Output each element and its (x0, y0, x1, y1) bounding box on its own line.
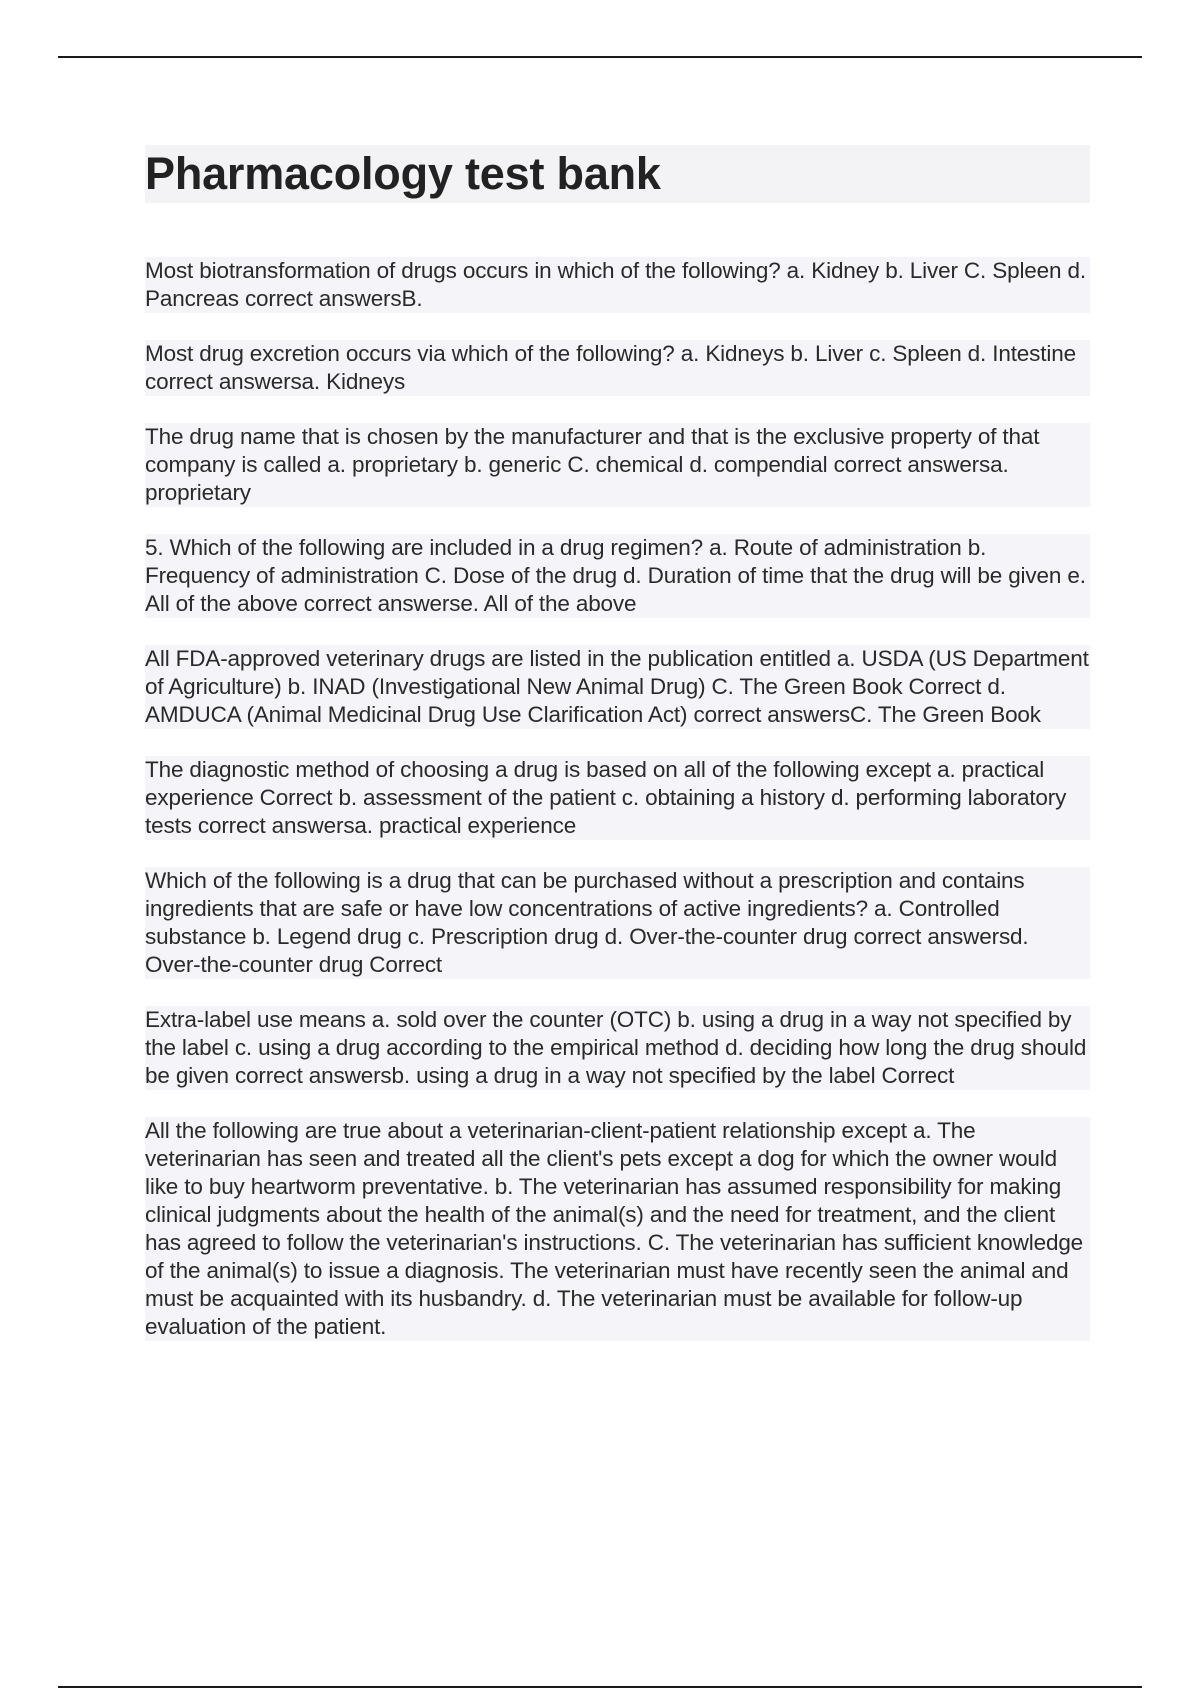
question-item-4: 5. Which of the following are included in a drug regimen? a. Route of administration b. Frequency of administration C. Dose of the drug d. Duration of time that the drug will be given e. All of the above correct answerse. All of the above (145, 534, 1090, 618)
bottom-rule (58, 1686, 1142, 1688)
page-title: Pharmacology test bank (145, 148, 661, 199)
question-item-2: Most drug excretion occurs via which of the following? a. Kidneys b. Liver c. Spleen d. Intestine correct answersa. Kidneys (145, 340, 1090, 396)
question-list (145, 257, 1090, 1341)
top-rule (58, 56, 1142, 58)
question-item-7: Which of the following is a drug that can be purchased without a prescription and contains ingredients that are safe or have low concentrations of active ingredients? a. Controlled substance b. Legend drug c. Prescription drug d. Over-the-counter drug correct answersd. Over-the-counter drug Correct (145, 867, 1090, 979)
document-body (145, 145, 1090, 1368)
question-item-5: All FDA-approved veterinary drugs are listed in the publication entitled a. USDA (US Department of Agriculture) b. INAD (Investigational New Animal Drug) C. The Green Book Correct d. AMDUCA (Animal Medicinal Drug Use Clarification Act) correct answersC. The Green Book (145, 646, 1089, 727)
question-item-8: Extra-label use means a. sold over the counter (OTC) b. using a drug in a way not specified by the label c. using a drug according to the empirical method d. deciding how long the drug should be given correct answersb. using a drug in a way not specified by the label Correct (145, 1006, 1090, 1090)
question-item-6: The diagnostic method of choosing a drug is based on all of the following except a. practical experience Correct b. assessment of the patient c. obtaining a history d. performing laboratory tests correct answersa. practical experience (145, 756, 1090, 840)
question-item-3: The drug name that is chosen by the manufacturer and that is the exclusive property of that company is called a. proprietary b. generic C. chemical d. compendial correct answersa. proprietary (145, 423, 1090, 507)
title-band (145, 145, 1090, 203)
question-item-1: Most biotransformation of drugs occurs in which of the following? a. Kidney b. Liver C. Spleen d. Pancreas correct answersB. (145, 257, 1090, 313)
question-item-9: All the following are true about a veterinarian-client-patient relationship except a. The veterinarian has seen and treated all the client's pets except a dog for which the owner would like to buy heartworm preventative. b. The veterinarian has assumed responsibility for making clinical judgments about the health of the animal(s) and the need for treatment, and the client has agreed to follow the veterinarian's instructions. C. The veterinarian has sufficient knowledge of the animal(s) to issue a diagnosis. The veterinarian must have recently seen the animal and must be acquainted with its husbandry. d. The veterinarian must be available for follow-up evaluation of the patient. (145, 1117, 1090, 1341)
